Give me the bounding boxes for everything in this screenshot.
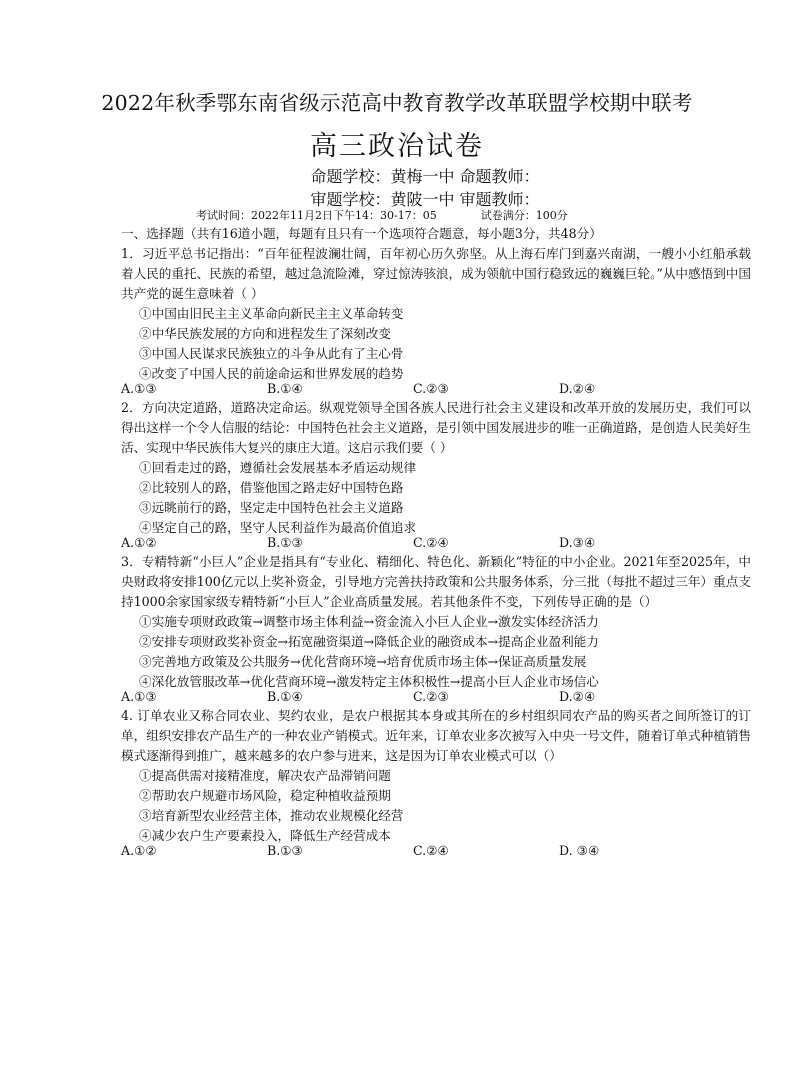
setter-line: 命题学校：黄梅一中 命题教师： bbox=[310, 167, 540, 186]
question-4 bbox=[121, 706, 751, 860]
question-stem: 3．专精特新“小巨人”企业是指具有“专业化、精细化、特色化、新颖化”特征的中小企业。2021年至2025年，中央财政将安排100亿元以上奖补资金，引导地方完善扶持政策和公共服务体系，分三批（每批不超过三年）重点支持1000余家国家级专精特新“小巨人”企业高质量发展。若其他条件不变，下列传导正确的是（） bbox=[121, 554, 751, 609]
question-stem: 2．方向决定道路，道路决定命运。纵观党领导全国各族人民进行社会主义建设和改革开放的发展历史，我们可以得出这样一个令人信服的结论：中国特色社会主义道路，是引领中国发展进步的唯一正确道路，是创造人民美好生活、实现中华民族伟大复兴的康庄大道。这启示我们要（ ） bbox=[121, 400, 751, 455]
choice-c: C.②④ bbox=[413, 535, 449, 550]
question-2 bbox=[121, 398, 751, 552]
choice-a: A.①③ bbox=[121, 689, 157, 704]
answer-choices bbox=[121, 689, 751, 706]
choice-b: B.①④ bbox=[267, 689, 303, 704]
choice-c: C.②③ bbox=[413, 381, 449, 396]
question-option: ①回看走过的路，遵循社会发展基本矛盾运动规律 bbox=[139, 460, 417, 475]
question-option: ④坚定自己的路，坚守人民利益作为最高价值追求 bbox=[139, 520, 417, 535]
question-stem: 4. 订单农业又称合同农业、契约农业，是农户根据其本身或其所在的乡村组织同农产品的购买者之间所签订的订单，组织安排农产品生产的一种农业产销模式。近年来，订单农业多次被写入中央一号文件，随着订单式种植销售模式逐渐得到推广，越来越多的农户参与进来，这是因为订单农业模式可以（） bbox=[121, 708, 751, 763]
choice-b: B.①③ bbox=[267, 535, 303, 550]
answer-choices bbox=[121, 843, 751, 860]
question-stem: 1．习近平总书记指出：“百年征程波澜壮阔，百年初心历久弥坚。从上海石库门到嘉兴南湖，一艘小小红船承载着人民的重托、民族的希望，越过急流险滩，穿过惊涛骇浪，成为领航中国行稳致远的巍巍巨轮。”从中感悟到中国共产党的诞生意味着（ ） bbox=[121, 246, 751, 301]
choice-a: A.①② bbox=[121, 843, 157, 858]
choice-d: D. ③④ bbox=[559, 843, 600, 858]
question-option: ④减少农户生产要素投入，降低生产经营成本 bbox=[139, 828, 391, 843]
answer-choices bbox=[121, 535, 751, 552]
choice-c: C.②③ bbox=[413, 689, 449, 704]
choice-b: B.①④ bbox=[267, 381, 303, 396]
question-3 bbox=[121, 552, 751, 706]
exam-title: 2022年秋季鄂东南省级示范高中教育教学改革联盟学校期中联考 bbox=[101, 91, 693, 115]
question-option: ③培育新型农业经营主体，推动农业规模化经营 bbox=[139, 808, 404, 823]
choice-a: A.①③ bbox=[121, 381, 157, 396]
question-option: ②帮助农户规避市场风险，稳定种植收益预期 bbox=[139, 788, 391, 803]
exam-subtitle: 高三政治试卷 bbox=[310, 131, 484, 162]
reviewer-line: 审题学校：黄陂一中 审题教师： bbox=[310, 190, 540, 209]
question-option: ③完善地方政策及公共服务→优化营商环境→培育优质市场主体→保证高质量发展 bbox=[139, 654, 587, 669]
question-option: ②比较别人的路，借鉴他国之路走好中国特色路 bbox=[139, 480, 404, 495]
choice-a: A.①② bbox=[121, 535, 157, 550]
choice-b: B.①③ bbox=[267, 843, 303, 858]
full-score: 试卷满分：100分 bbox=[480, 209, 568, 222]
question-option: ③中国人民谋求民族独立的斗争从此有了主心骨 bbox=[139, 346, 404, 361]
question-option: ①提高供需对接精准度，解决农产品滞销问题 bbox=[139, 768, 391, 783]
question-option: ②安排专项财政奖补资金→拓宽融资渠道→降低企业的融资成本→提高企业盈利能力 bbox=[139, 634, 599, 649]
choice-d: D.②④ bbox=[559, 381, 596, 396]
question-option: ②中华民族发展的方向和进程发生了深刻改变 bbox=[139, 326, 391, 341]
question-option: ④深化放管服改革→优化营商环境→激发特定主体积极性→提高小巨人企业市场信心 bbox=[139, 674, 599, 689]
exam-info-line bbox=[196, 207, 568, 223]
section-heading: 一、选择题（共有16道小题，每题有且只有一个选项符合题意，每小题3分，共48分） bbox=[121, 226, 602, 241]
answer-choices bbox=[121, 381, 751, 398]
question-option: ①中国由旧民主主义革命向新民主主义革命转变 bbox=[139, 306, 404, 321]
choice-d: D.③④ bbox=[559, 535, 596, 550]
question-1 bbox=[121, 244, 751, 398]
choice-c: C.②④ bbox=[413, 843, 449, 858]
question-option: ①实施专项财政政策→调整市场主体利益→资金流入小巨人企业→激发实体经济活力 bbox=[139, 614, 599, 629]
choice-d: D.②④ bbox=[559, 689, 596, 704]
question-option: ④改变了中国人民的前途命运和世界发展的趋势 bbox=[139, 366, 404, 381]
exam-content bbox=[121, 224, 751, 860]
question-option: ③远眺前行的路，坚定走中国特色社会主义道路 bbox=[139, 500, 404, 515]
exam-time: 考试时间：2022年11月2日下午14：30-17：05 bbox=[196, 209, 437, 222]
